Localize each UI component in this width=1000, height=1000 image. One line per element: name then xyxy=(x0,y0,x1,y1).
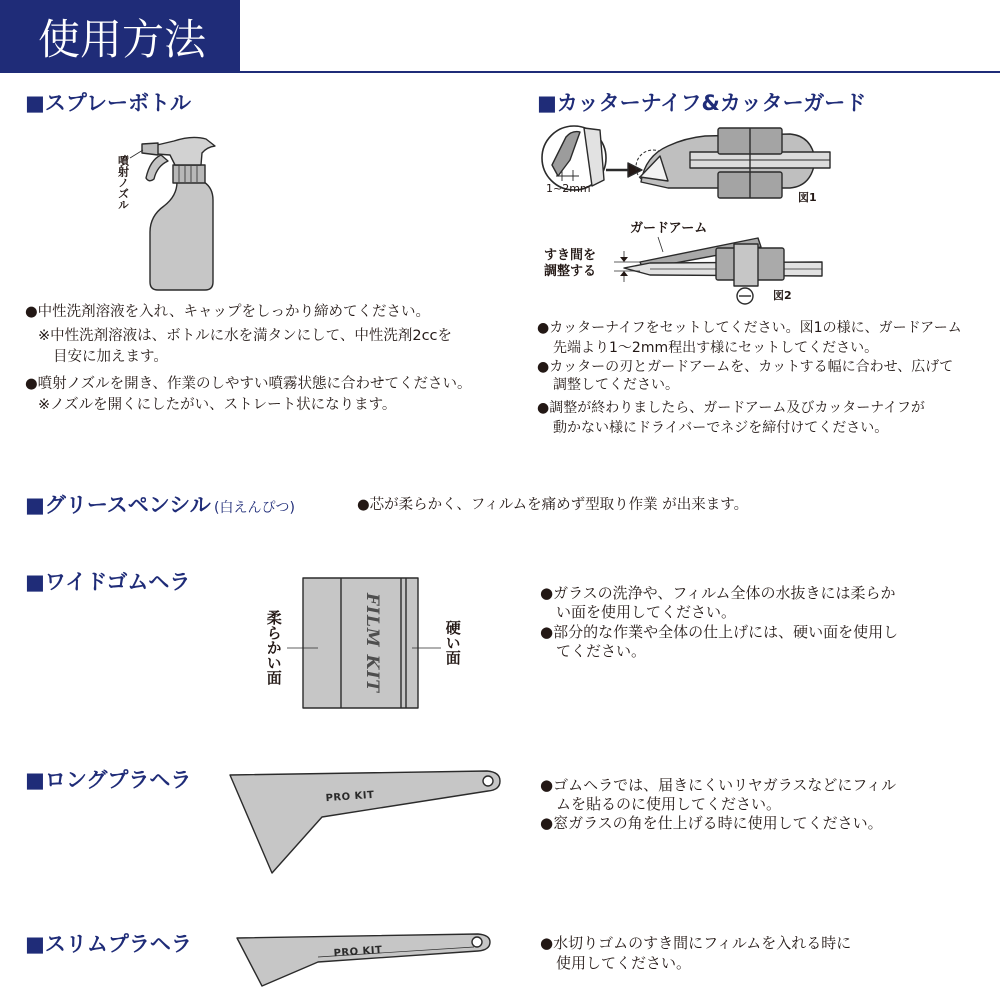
spray-bottle-illustration xyxy=(130,137,215,290)
cutter-heading: ■カッターナイフ&カッターガード xyxy=(537,91,867,115)
nozzle-label: 噴射ノズル xyxy=(116,155,130,210)
grease-pencil-description: ●芯が柔らかく、フィルムを痛めず型取り作業 が出来ます。 xyxy=(357,497,749,513)
long-spatula-line: ●窓ガラスの角を仕上げる時に使用してください。 xyxy=(540,814,883,832)
long-spatula-body xyxy=(230,771,500,873)
gap-arrow-down xyxy=(620,257,628,262)
header-rule xyxy=(0,71,1000,73)
cutter-instruction-line: 先端より1～2mm程出す様にセットしてください。 xyxy=(553,340,879,356)
slim-spatula-line: ●水切りゴムのすき間にフィルムを入れる時に xyxy=(540,934,852,952)
wide-squeegee-line: ●ガラスの洗浄や、フィルム全体の水抜きには柔らか xyxy=(540,584,896,602)
pointer-arrow-head xyxy=(628,163,642,177)
soft-side-label: 柔らかい面 xyxy=(264,610,283,685)
slim-spatula-brand: PRO KIT xyxy=(333,944,383,960)
gap-arrow-up xyxy=(620,271,628,276)
long-spatula-brand: PRO KIT xyxy=(325,789,375,805)
fig2-gap-label: すき間を xyxy=(544,248,597,263)
nozzle-leader-line xyxy=(130,150,143,158)
slim-spatula-line: 使用してください。 xyxy=(556,954,692,972)
long-spatula-hole xyxy=(483,776,493,786)
long-spatula-line: ムを貼るのに使用してください。 xyxy=(556,795,782,813)
cutter-instruction-line: ●カッターナイフをセットしてください。図1の様に、ガードアーム xyxy=(537,320,962,336)
bottle-cap xyxy=(173,165,205,183)
long-spatula-heading: ■ロングプラヘラ xyxy=(25,768,192,792)
slim-spatula-heading: ■スリムプラヘラ xyxy=(25,932,192,956)
wide-squeegee-line: てください。 xyxy=(556,642,647,660)
cutter-instruction-line: ●カッターの刃とガードアームを、カットする幅に合わせ、広げて xyxy=(537,359,954,375)
slim-spatula-hole xyxy=(472,937,482,947)
fig1-dimension-label: 1~2mm xyxy=(546,182,591,195)
long-spatula-line: ●ゴムヘラでは、届きにくいリヤガラスなどにフィル xyxy=(540,776,897,794)
spray-note-line: ※ノズルを開くにしたがい、ストレート状になります。 xyxy=(38,397,397,413)
wide-squeegee-heading: ■ワイドゴムヘラ xyxy=(25,570,191,594)
wide-squeegee-line: い面を使用してください。 xyxy=(556,603,737,621)
spray-note-line: 目安に加えます。 xyxy=(53,349,168,365)
page-title: 使用方法 xyxy=(38,15,207,64)
cutter-instruction-line: 動かない様にドライバーでネジを締付けてください。 xyxy=(553,420,889,436)
spray-instruction-line: ●噴射ノズルを開き、作業のしやすい噴霧状態に合わせてください。 xyxy=(25,376,472,392)
fig2-guard-arm-label: ガードアーム xyxy=(630,221,708,236)
cutter-instruction-line: ●調整が終わりましたら、ガードアーム及びカッターナイフが xyxy=(537,400,925,416)
sprayer-trigger xyxy=(146,155,168,181)
spray-nozzle-tip xyxy=(142,143,158,155)
grease-pencil-subheading: (白えんぴつ) xyxy=(214,500,295,516)
bottle-body xyxy=(150,182,213,290)
hard-side-label: 硬い面 xyxy=(443,620,462,665)
cutter-instruction-line: 調整してください。 xyxy=(553,377,679,393)
spray-note-line: ※中性洗剤溶液は、ボトルに水を満タンにして、中性洗剤2ccを xyxy=(38,328,453,344)
fig2-caption: 図2 xyxy=(773,289,792,302)
slim-spatula-body xyxy=(237,934,490,986)
fig1-caption: 図1 xyxy=(798,191,817,204)
wide-squeegee-line: ●部分的な作業や全体の仕上げには、硬い面を使用し xyxy=(540,623,899,641)
long-spatula-illustration xyxy=(230,771,500,873)
squeegee-brand-logo: FILM KIT xyxy=(362,592,382,694)
slim-spatula-illustration xyxy=(237,934,490,986)
arm-leader-line xyxy=(658,237,663,252)
spray-instruction-line: ●中性洗剤溶液を入れ、キャップをしっかり締めてください。 xyxy=(25,304,431,320)
grease-pencil-heading: ■グリースペンシル xyxy=(25,493,211,517)
fig2-adjust-label: 調整する xyxy=(544,264,597,279)
clamp-center xyxy=(734,244,758,286)
spray-bottle-heading: ■スプレーボトル xyxy=(25,91,192,115)
